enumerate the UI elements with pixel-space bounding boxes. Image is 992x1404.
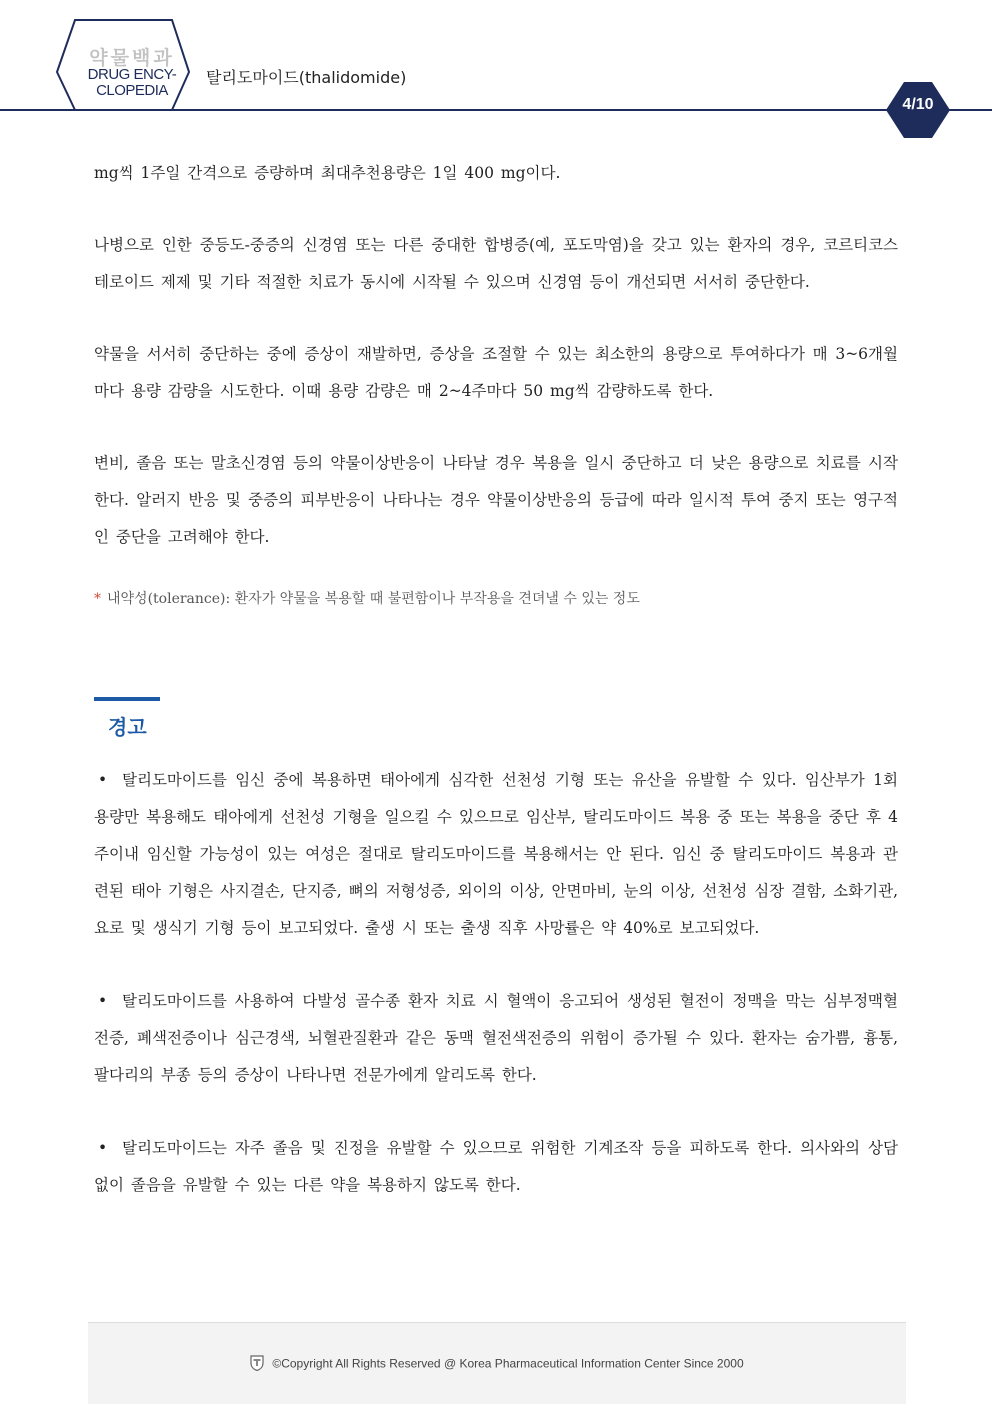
warning-item-text: 탈리도마이드를 임신 중에 복용하면 태아에게 심각한 선천성 기형 또는 유산을 유발할 수 있다. 임산부가 1회 용량만 복용해도 태아에게 선천성 기형을 일으킬 수 있으므로 임산부, 탈리도마이드 복용 중 또는 복용을 중단 후 4주이내 임신할 가능성이 있는 여성은 절대로 탈리도마이드를 복용해서는 안 된다. 임신 중 탈리도마이드 복용과 관련된 태아 기형은 사지결손, 단지증, 뼈의 저형성증, 외이의 이상, 안면마비, 눈의 이상, 선천성 심장 결함, 소화기관, 요로 및 생식기 기형 등이 보고되었다. 출생 시 또는 출생 직후 사망률은 약 40%로 보고되었다. [94,771,898,937]
section-accent-bar [94,697,160,701]
warning-item-2 [94,983,898,1094]
warning-list [94,762,898,1204]
body-paragraph-3: 약물을 서서히 중단하는 중에 증상이 재발하면, 증상을 조절할 수 있는 최소한의 용량으로 투여하다가 매 3~6개월마다 용량 감량을 시도한다. 이때 용량 감량은 매 2~4주마다 50 mg씩 감량하도록 한다. [94,345,898,400]
footnote [94,588,898,610]
footer [88,1322,906,1404]
warning-item-1 [94,762,898,947]
shield-icon [250,1355,264,1374]
page-number: 4/10 [902,96,934,113]
warning-item-3 [94,1130,898,1204]
logo-english [80,67,184,99]
section-title: 경고 [108,715,147,739]
body-paragraph-4: 변비, 졸음 또는 말초신경염 등의 약물이상반응이 나타날 경우 복용을 일시 중단하고 더 낮은 용량으로 치료를 시작한다. 알러지 반응 및 중증의 피부반응이 나타나는 경우 약물이상반응의 등급에 따라 일시적 투여 중지 또는 영구적인 중단을 고려해야 한다. [94,454,898,546]
bullet-icon: • [98,771,108,789]
footnote-marker: * [94,591,101,607]
body-paragraph-2: 나병으로 인한 중등도-중증의 신경염 또는 다른 중대한 합병증(예, 포도막염)을 갖고 있는 환자의 경우, 코르티코스테로이드 제제 및 기타 적절한 치료가 동시에 시작될 수 있으며 신경염 등이 개선되면 서서히 중단한다. [94,236,898,291]
main-content [94,155,898,1204]
logo-english-line1: DRUG ENCY- [87,66,177,83]
footer-content [88,1355,906,1374]
footnote-text: 내약성(tolerance): 환자가 약물을 복용할 때 불편함이나 부작용을 견뎌낼 수 있는 정도 [107,591,640,607]
logo-korean: 약물백과 [89,47,175,69]
copyright-text: ©Copyright All Rights Reserved @ Korea Pharmaceutical Information Center Since 2000 [272,1356,744,1371]
body-paragraph-1: mg씩 1주일 간격으로 증량하며 최대추천용량은 1일 400 mg이다. [94,164,561,182]
logo-english-line2: CLOPEDIA [96,82,168,99]
bullet-icon: • [98,992,108,1010]
document-title: 탈리도마이드(thalidomide) [206,68,407,87]
bullet-icon: • [98,1139,108,1157]
warning-section [94,697,898,1204]
warning-item-text: 탈리도마이드를 사용하여 다발성 골수종 환자 치료 시 혈액이 응고되어 생성된 혈전이 정맥을 막는 심부정맥혈전증, 폐색전증이나 심근경색, 뇌혈관질환과 같은 동맥 혈전색전증의 위험이 증가될 수 있다. 환자는 숨가쁨, 흉통, 팔다리의 부종 등의 증상이 나타나면 전문가에게 알리도록 한다. [94,992,898,1084]
warning-item-text: 탈리도마이드는 자주 졸음 및 진정을 유발할 수 있으므로 위험한 기계조작 등을 피하도록 한다. 의사와의 상담 없이 졸음을 유발할 수 있는 다른 약을 복용하지 않도록 한다. [94,1139,898,1194]
